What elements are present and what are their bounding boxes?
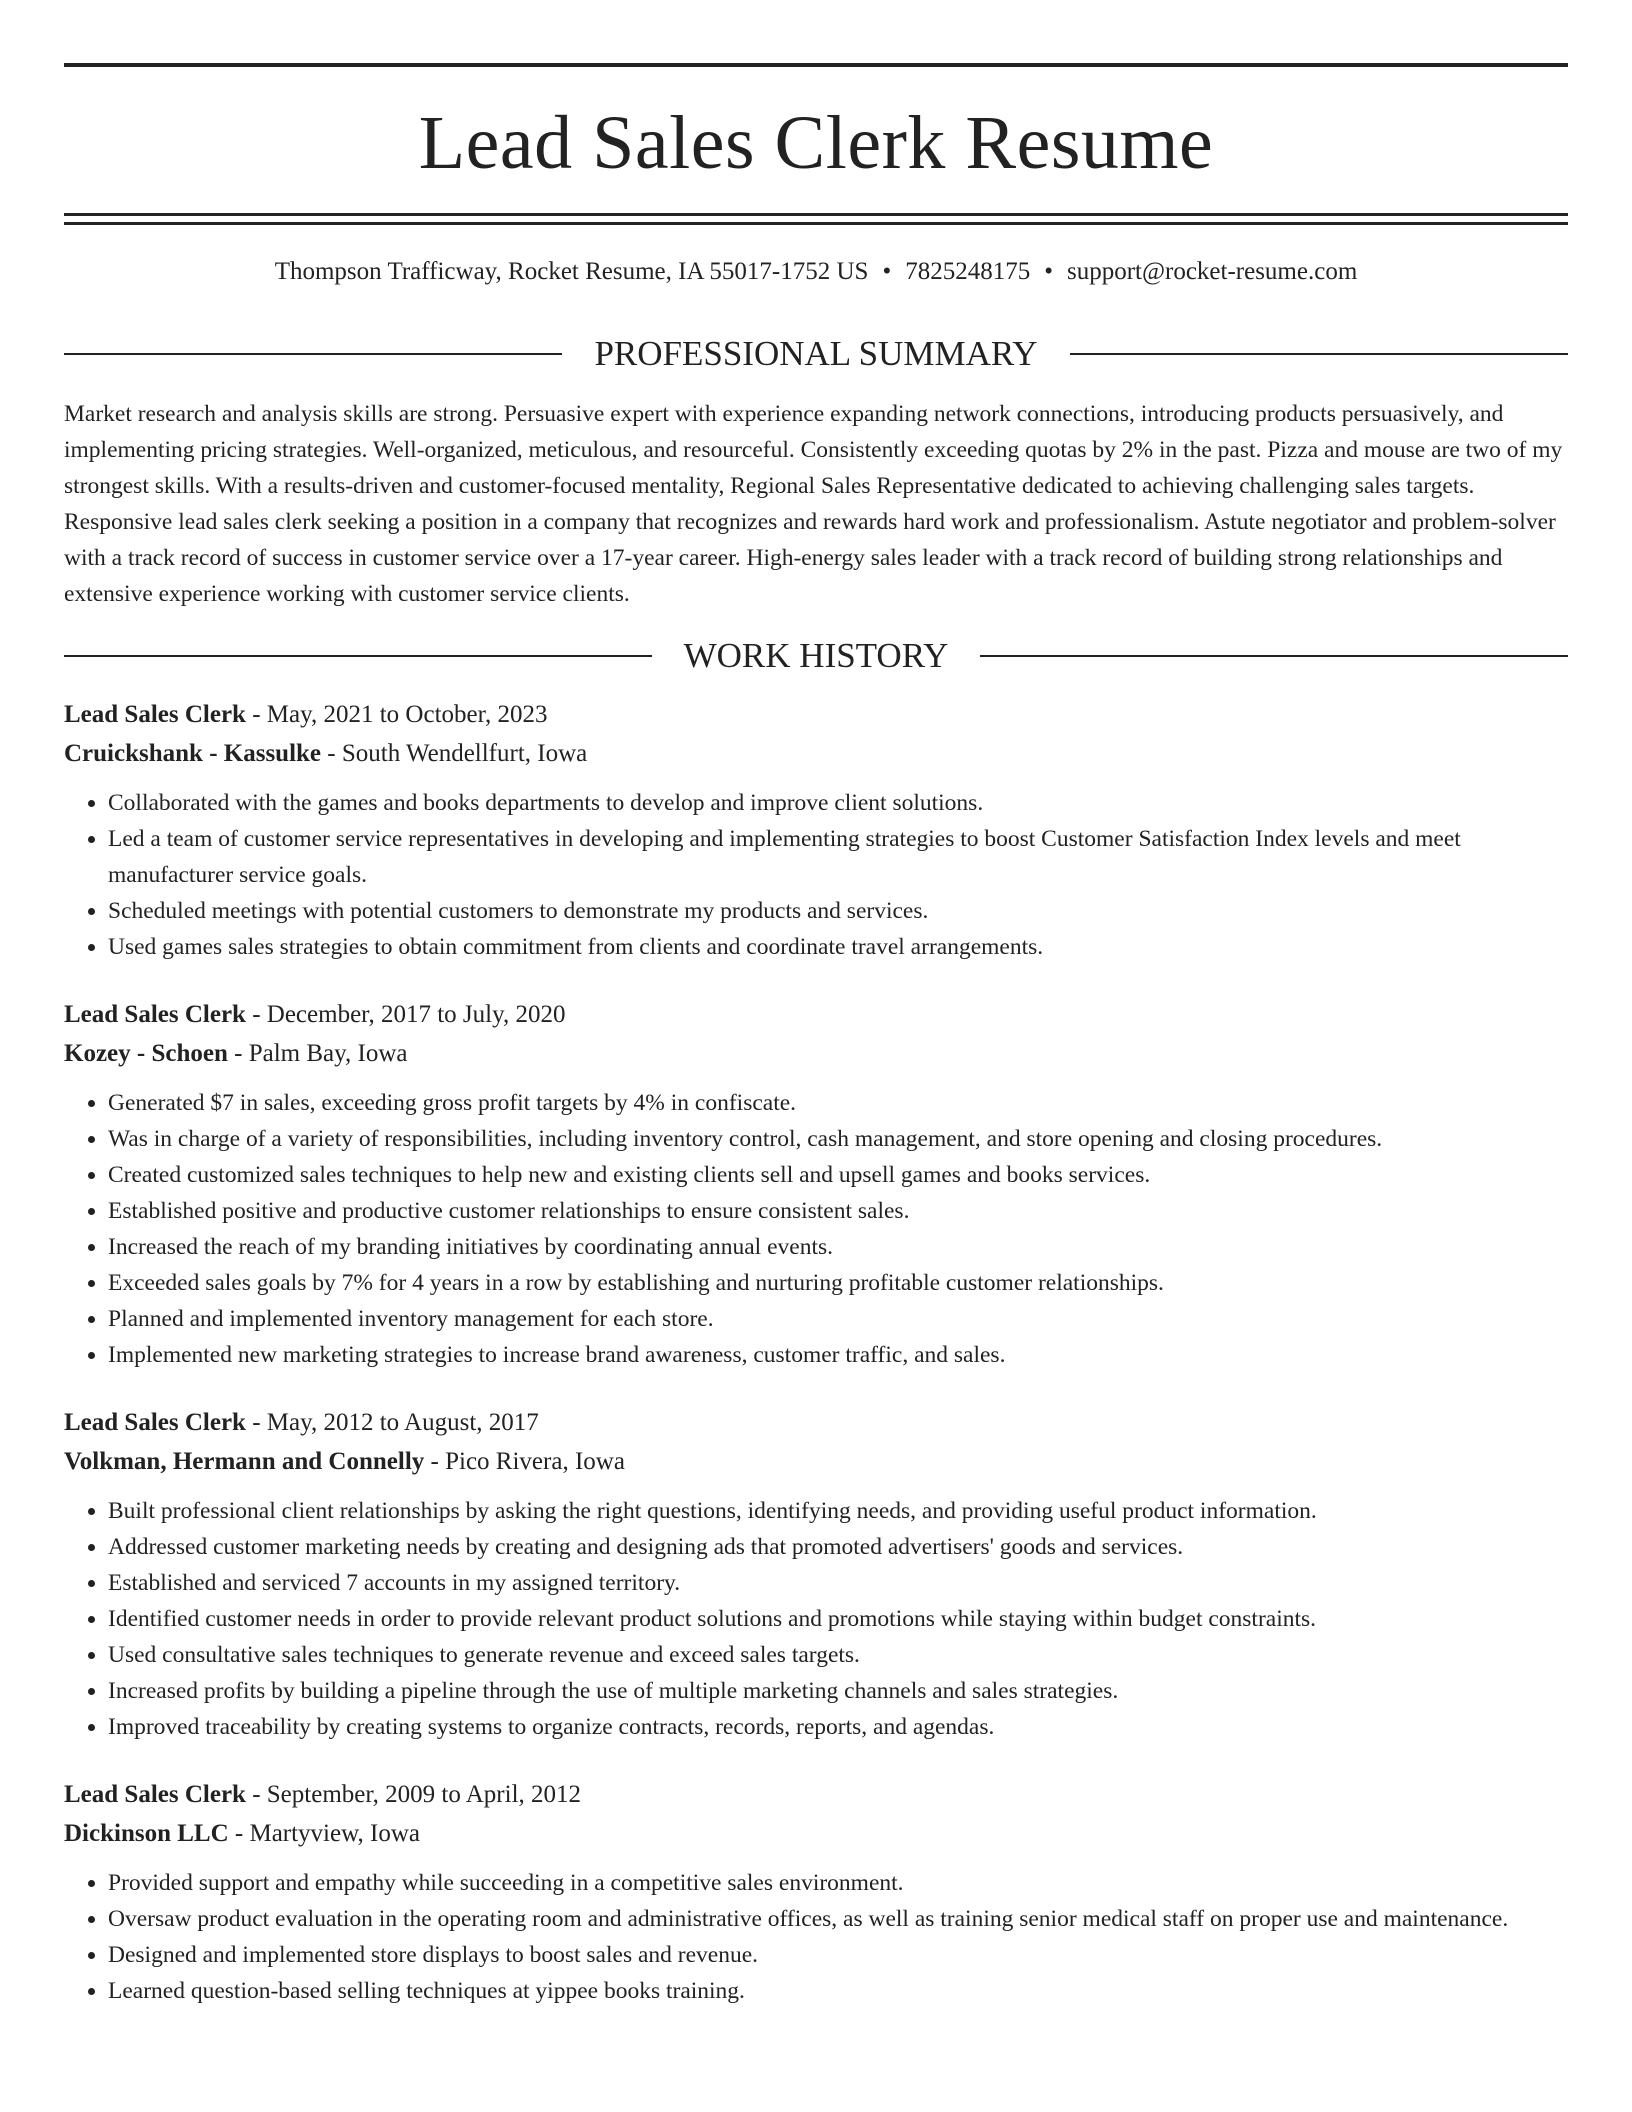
list-item: • Established and serviced 7 accounts in my assigned territory.	[108, 1565, 1568, 1601]
contact-address: Thompson Trafficway, Rocket Resume, IA 55017-1752 US	[274, 258, 869, 285]
job-company-line	[64, 734, 1568, 773]
list-item: • Learned question-based selling techniques at yippee books training.	[108, 1973, 1568, 2009]
job-bullet-list	[64, 1085, 1568, 1373]
job-company: Kozey - Schoen	[64, 1040, 228, 1067]
job-title-line	[64, 1775, 1568, 1814]
job-bullet-list	[64, 1865, 1568, 2009]
job-location: - South Wendellfurt, Iowa	[321, 740, 588, 767]
job-entry	[64, 995, 1568, 1373]
list-item: • Was in charge of a variety of responsibilities, including inventory control, cash management, and store opening and closing procedures.	[108, 1121, 1568, 1157]
job-title: Lead Sales Clerk	[64, 701, 246, 728]
list-item: • Oversaw product evaluation in the operating room and administrative offices, as well as training senior medical staff on proper use and maintenance.	[108, 1901, 1568, 1937]
summary-text: Market research and analysis skills are strong. Persuasive expert with experience expanding network connections, introducing products persuasively, and implementing pricing strategies. Well-organized, meticulous, and resourceful. Consistently exceeding quotas by 2% in the past. Pizza and mouse are two of my strongest skills. With a results-driven and customer-focused mentality, Regional Sales Representative dedicated to achieving challenging sales targets. Responsive lead sales clerk seeking a position in a company that recognizes and rewards hard work and professionalism. Astute negotiator and problem-solver with a track record of success in customer service over a 17-year career. High-energy sales leader with a track record of building strong relationships and extensive experience working with customer service clients.	[64, 401, 1563, 607]
job-location: - Martyview, Iowa	[228, 1820, 421, 1847]
job-dates: - May, 2021 to October, 2023	[245, 701, 548, 728]
list-item: • Generated $7 in sales, exceeding gross profit targets by 4% in confiscate.	[108, 1085, 1568, 1121]
job-dates: - December, 2017 to July, 2020	[245, 1001, 566, 1028]
list-item: • Led a team of customer service representatives in developing and implementing strategies to boost Customer Satisfaction Index levels and meet manufacturer service goals.	[108, 821, 1568, 893]
summary-heading	[64, 336, 1568, 371]
page-title: Lead Sales Clerk Resume	[418, 101, 1214, 185]
job-entry	[64, 1775, 1568, 2009]
job-title-line	[64, 995, 1568, 1034]
job-title: Lead Sales Clerk	[64, 1409, 246, 1436]
list-item: • Used games sales strategies to obtain commitment from clients and coordinate travel arrangements.	[108, 929, 1568, 965]
list-item: • Exceeded sales goals by 7% for 4 years in a row by establishing and nurturing profitable customer relationships.	[108, 1265, 1568, 1301]
job-company-line	[64, 1442, 1568, 1481]
heading-rule-left	[64, 353, 562, 355]
job-title: Lead Sales Clerk	[64, 1781, 246, 1808]
title-double-rule	[64, 213, 1568, 225]
contact-separator: •	[882, 258, 892, 285]
job-company-line	[64, 1034, 1568, 1073]
job-location: - Palm Bay, Iowa	[227, 1040, 408, 1067]
work-history-heading	[64, 638, 1568, 673]
list-item: • Implemented new marketing strategies to increase brand awareness, customer traffic, and sales.	[108, 1337, 1568, 1373]
job-company: Volkman, Hermann and Connelly	[64, 1448, 425, 1475]
job-title: Lead Sales Clerk	[64, 1001, 246, 1028]
contact-line	[64, 259, 1568, 284]
list-item: • Created customized sales techniques to help new and existing clients sell and upsell games and books services.	[108, 1157, 1568, 1193]
job-dates: - May, 2012 to August, 2017	[245, 1409, 539, 1436]
list-item: • Designed and implemented store displays to boost sales and revenue.	[108, 1937, 1568, 1973]
list-item: • Collaborated with the games and books departments to develop and improve client solutions.	[108, 785, 1568, 821]
job-list	[64, 695, 1568, 2009]
list-item: • Identified customer needs in order to provide relevant product solutions and promotions while staying within budget constraints.	[108, 1601, 1568, 1637]
job-entry	[64, 1403, 1568, 1745]
job-company: Cruickshank - Kassulke	[64, 740, 322, 767]
job-location: - Pico Rivera, Iowa	[424, 1448, 625, 1475]
job-company-line	[64, 1814, 1568, 1853]
summary-heading-label: PROFESSIONAL SUMMARY	[594, 334, 1038, 373]
job-entry	[64, 695, 1568, 965]
list-item: • Built professional client relationships by asking the right questions, identifying needs, and providing useful product information.	[108, 1493, 1568, 1529]
job-company: Dickinson LLC	[64, 1820, 229, 1847]
list-item: • Addressed customer marketing needs by creating and designing ads that promoted advertisers' goods and services.	[108, 1529, 1568, 1565]
job-bullet-list	[64, 785, 1568, 965]
job-title-line	[64, 695, 1568, 734]
contact-separator: •	[1044, 258, 1053, 285]
job-title-line	[64, 1403, 1568, 1442]
job-dates: - September, 2009 to April, 2012	[245, 1781, 582, 1808]
list-item: • Scheduled meetings with potential customers to demonstrate my products and services.	[108, 893, 1568, 929]
list-item: • Used consultative sales techniques to generate revenue and exceed sales targets.	[108, 1637, 1568, 1673]
list-item: • Established positive and productive customer relationships to ensure consistent sales.	[108, 1193, 1568, 1229]
job-bullet-list	[64, 1493, 1568, 1745]
heading-rule-right	[1070, 353, 1568, 355]
heading-rule-right	[980, 655, 1568, 657]
list-item: • Planned and implemented inventory management for each store.	[108, 1301, 1568, 1337]
list-item: • Improved traceability by creating systems to organize contracts, records, reports, and agendas.	[108, 1709, 1568, 1745]
list-item: • Provided support and empathy while succeeding in a competitive sales environment.	[108, 1865, 1568, 1901]
heading-rule-left	[64, 655, 652, 657]
top-rule	[64, 63, 1568, 67]
list-item: • Increased profits by building a pipeline through the use of multiple marketing channels and sales strategies.	[108, 1673, 1568, 1709]
work-history-heading-label: WORK HISTORY	[683, 636, 949, 675]
contact-phone: 7825248175	[905, 258, 1031, 285]
list-item: • Increased the reach of my branding initiatives by coordinating annual events.	[108, 1229, 1568, 1265]
contact-email: support@rocket-resume.com	[1066, 258, 1358, 285]
